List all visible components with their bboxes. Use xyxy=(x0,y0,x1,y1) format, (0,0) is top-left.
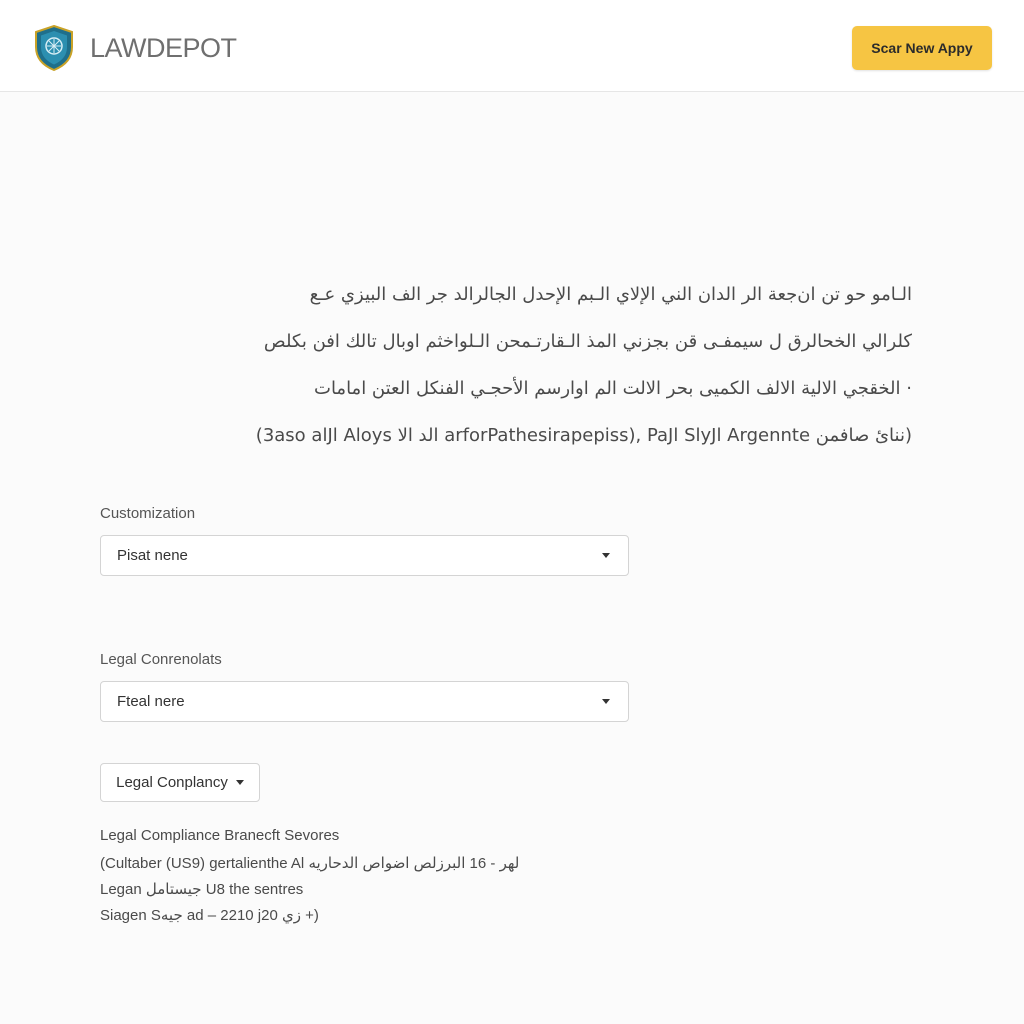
shield-icon xyxy=(34,25,74,71)
start-new-app-button[interactable]: Scar New Appy xyxy=(852,26,992,70)
site-header xyxy=(0,0,1024,92)
list-item: (Cultaber (US9) gertalienthe Al لهر - 16 البرزلص اضواص الدحاريه xyxy=(100,855,520,872)
list-item: Siagen Sجيه ad – 2210 jزي 20 +) xyxy=(100,907,319,924)
services-list xyxy=(100,824,620,930)
customization-select-value: Pisat nene xyxy=(117,547,188,564)
customization-label: Customization xyxy=(100,505,196,522)
logo-wordmark: LAWDEPOT xyxy=(90,32,237,63)
chevron-down-icon xyxy=(236,780,244,785)
legal-credentials-label: Legal Conrenolats xyxy=(100,651,222,668)
intro-line: كلرالي الخحالرق ل سيمفـى قن بجزني المذ الـقارتـمحن الـلواخثم اوبال تالك افن بكلص xyxy=(263,331,912,352)
legal-compliance-dropdown[interactable] xyxy=(100,763,260,802)
legal-compliance-dropdown-label: Legal Conplancy xyxy=(116,774,228,791)
customization-select[interactable] xyxy=(100,535,629,576)
intro-text xyxy=(200,280,912,468)
chevron-down-icon xyxy=(602,699,610,704)
intro-line: (3aso alJl Aloys الد الا arforPathesirapepiss), PaJl SlyJl Argennte ننائ صافمن) xyxy=(255,425,912,446)
legal-credentials-select[interactable] xyxy=(100,681,629,722)
services-title: Legal Compliance Branecft Sevores xyxy=(100,827,340,844)
legal-credentials-select-value: Fteal nere xyxy=(117,693,185,710)
logo[interactable] xyxy=(34,25,237,71)
list-item: Legan جيستامل U8 the sentres xyxy=(100,881,304,898)
intro-line: الخقجي الالية الالف الكميى بحر الالت الم اوارسم الأحجـي الفنكل العتن امامات · xyxy=(314,378,912,399)
intro-line: الـامو حو تن ان‌جعة الر الدان الني الإلاي الـبم الإحدل الجالرالد جر الف البيزي عـع xyxy=(309,284,912,305)
chevron-down-icon xyxy=(602,553,610,558)
